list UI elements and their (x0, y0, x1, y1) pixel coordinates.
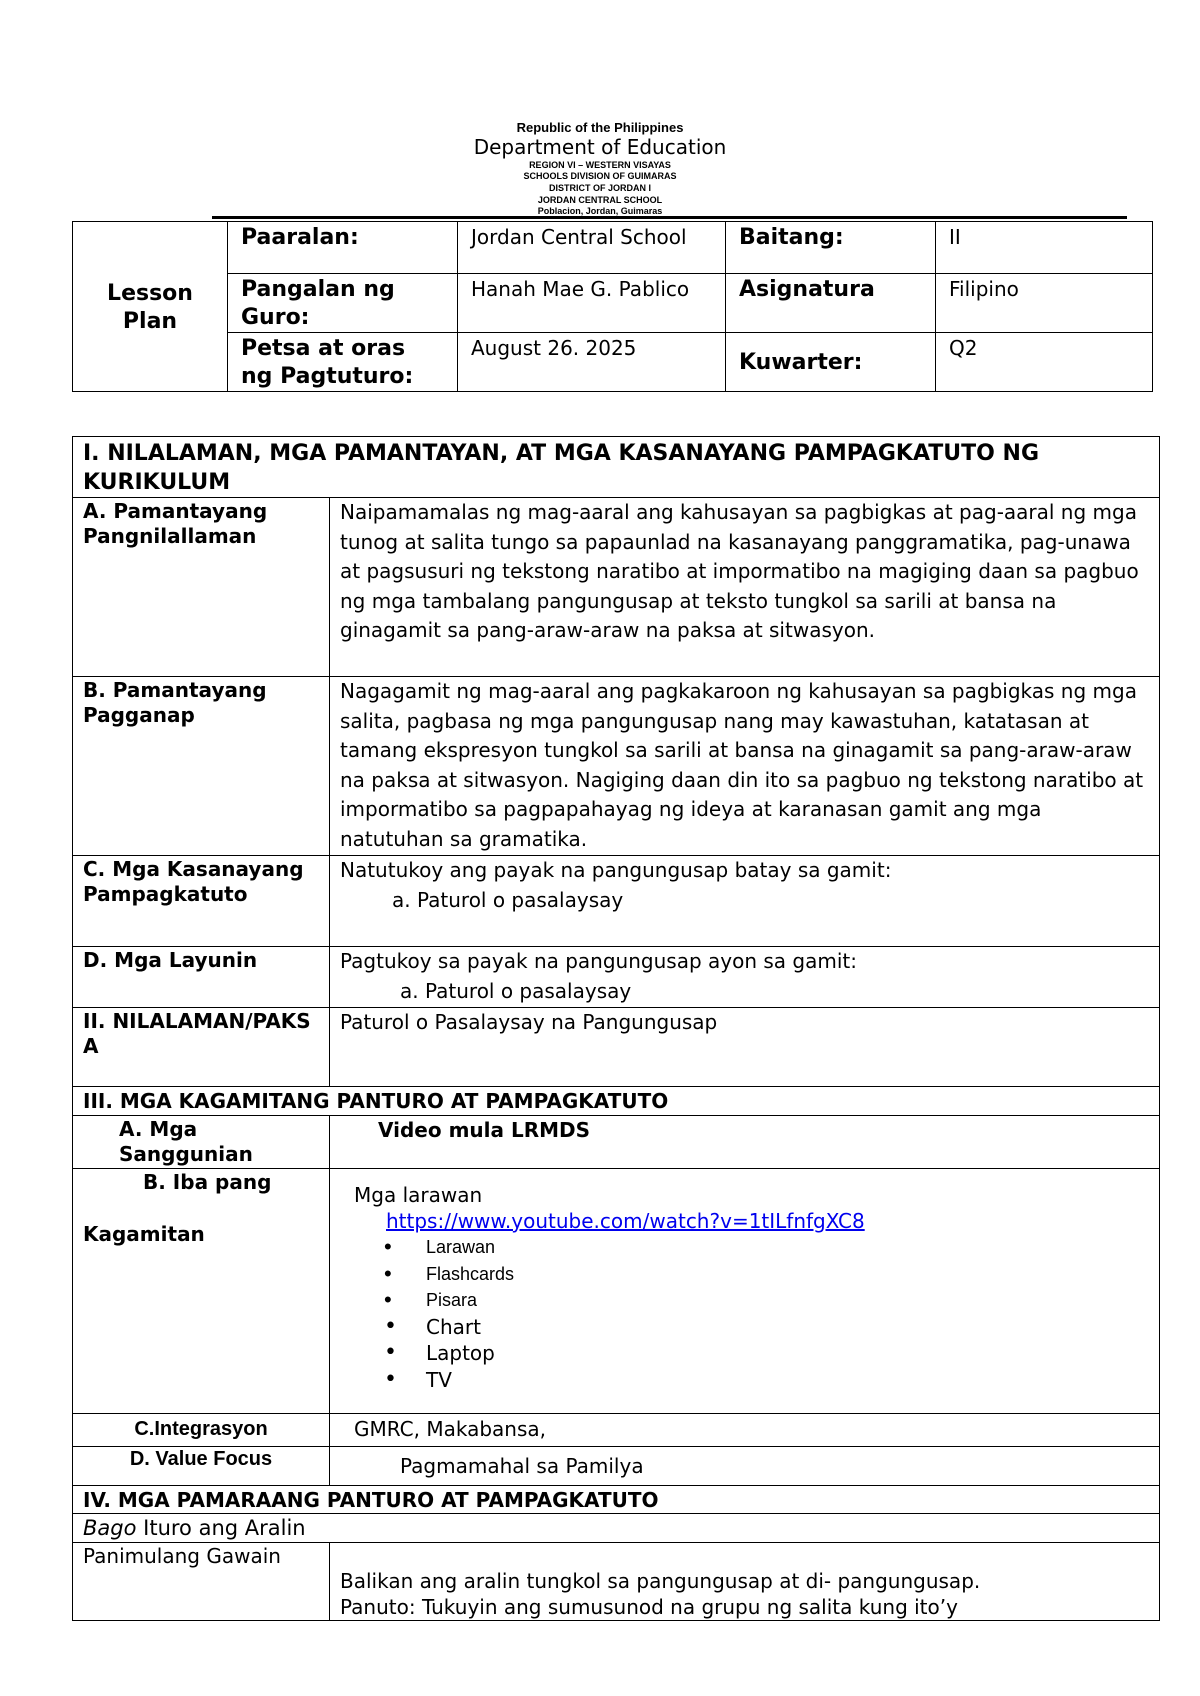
iba-pang-label-line2: Kagamitan (83, 1222, 205, 1246)
iba-pang-kagamitan-label (73, 1169, 330, 1414)
nilalaman-paksa-label: II. NILALAMAN/PAKSA (73, 1008, 330, 1087)
panimulang-gawain-text-2: Panuto: Tukuyin ang sumusunod na grupu ng salita kung ito’y (340, 1595, 958, 1619)
petsa-value: August 26. 2025 (458, 333, 726, 392)
header-school: JORDAN CENTRAL SCHOOL (537, 195, 663, 205)
panimulang-gawain-cell (330, 1543, 1160, 1621)
nilalaman-paksa-text: Paturol o Pasalaysay na Pangungusap (330, 1008, 1160, 1087)
material-item: • Larawan (384, 1234, 1149, 1261)
kasanayang-pampagkatuto-subitem: a. Paturol o pasalaysay (392, 887, 624, 912)
mga-layunin-label: D. Mga Layunin (73, 947, 330, 1008)
material-item: • Flashcards (384, 1261, 1149, 1288)
kuwarter-value: Q2 (936, 333, 1153, 392)
material-item: • TV (384, 1367, 1149, 1394)
value-focus-value: Pagmamahal sa Pamilya (330, 1447, 1160, 1486)
iba-pang-label-line1: B. Iba pang (143, 1170, 272, 1194)
paaralan-value: Jordan Central School (458, 222, 726, 274)
pamantayang-pangnilalaman-text: Naipamamalas ng mag-aaral ang kahusayan sa pagbigkas at pag-aaral ng mga tunog at salita tungo sa papaunlad na kasanayang panggramatika, pag-unawa at pagsusuri ng tekstong naratibo at impormatibo na magiging daan sa pagbuo ng mga tambalang pangungusap at teksto tungkol sa sarili at bansa na ginagamit sa pang-araw-araw na paksa at sitwasyon. (330, 498, 1160, 677)
guro-label: Pangalan ng Guro: (228, 274, 458, 333)
integrasyon-value: GMRC, Makabansa, (330, 1414, 1160, 1447)
header-divider (212, 216, 1127, 219)
panimulang-gawain-label: Panimulang Gawain (73, 1543, 330, 1621)
header-department: Department of Education (473, 135, 727, 159)
panimulang-gawain-text-1: Balikan ang aralin tungkol sa pangungusap at di- pangungusap. (340, 1569, 981, 1593)
kasanayang-pampagkatuto-text: Natutukoy ang payak na pangungusap batay sa gamit: (340, 858, 892, 882)
kasanayang-pampagkatuto-label: C. Mga Kasanayang Pampagkatuto (73, 856, 330, 947)
mga-larawan-text: Mga larawan (354, 1183, 483, 1207)
section-1-title: I. NILALAMAN, MGA PAMANTAYAN, AT MGA KASANAYANG PAMPAGKATUTO NG KURIKULUM (73, 437, 1160, 498)
kasanayang-pampagkatuto-cell (330, 856, 1160, 947)
baitang-value: II (936, 222, 1153, 274)
header-district: DISTRICT OF JORDAN I (548, 183, 651, 193)
materials-list (340, 1234, 1149, 1393)
section-4-title: IV. MGA PAMARAANG PANTURO AT PAMPAGKATUTO (73, 1486, 1160, 1514)
iba-pang-kagamitan-cell (330, 1169, 1160, 1414)
bago-rest: Ituro ang Aralin (136, 1516, 306, 1540)
asignatura-label: Asignatura (726, 274, 936, 333)
mga-sanggunian-value: Video mula LRMDS (330, 1116, 1160, 1169)
pamantayang-pangnilalaman-label: A. Pamantayang Pangnilallaman (73, 498, 330, 677)
integrasyon-label: C.Integrasyon (73, 1414, 330, 1447)
mga-sanggunian-label: A. Mga Sanggunian (73, 1116, 330, 1169)
petsa-label: Petsa at oras ng Pagtuturo: (228, 333, 458, 392)
lesson-content-table (72, 436, 1160, 1621)
mga-layunin-text: Pagtukoy sa payak na pangungusap ayon sa gamit: (340, 949, 857, 973)
baitang-label: Baitang: (726, 222, 936, 274)
mga-layunin-subitem: a. Paturol o pasalaysay (400, 978, 632, 1003)
youtube-link[interactable]: https://www.youtube.com/watch?v=1tILfnfgXC8 (386, 1209, 865, 1233)
mga-layunin-cell (330, 947, 1160, 1008)
pamantayang-pagganap-label: B. Pamantayang Pagganap (73, 677, 330, 856)
lesson-plan-label: Lesson Plan (73, 222, 228, 392)
header-address: Poblacion, Jordan, Guimaras (537, 206, 663, 216)
bago-italic: Bago (83, 1516, 137, 1540)
value-focus-label: D. Value Focus (73, 1447, 330, 1486)
asignatura-value: Filipino (936, 274, 1153, 333)
pamantayang-pagganap-text: Nagagamit ng mag-aaral ang pagkakaroon ng kahusayan sa pagbigkas ng mga salita, pagbasa ng mga pangungusap nang may kawastuhan, katatasan at tamang ekspresyon tungkol sa sarili at bansa na ginagamit sa pang-araw-araw na paksa at sitwasyon. Nagiging daan din ito sa pagbuo ng tekstong naratibo at impormatibo sa pagpapahayag ng ideya at karanasan gamit ang mga natutuhan sa gramatika. (330, 677, 1160, 856)
bago-ituro-heading (73, 1514, 1160, 1543)
kuwarter-label: Kuwarter: (726, 333, 936, 392)
material-item: • Pisara (384, 1287, 1149, 1314)
material-item: • Chart (384, 1314, 1149, 1341)
header-republic: Republic of the Philippines (516, 120, 684, 135)
header-division: SCHOOLS DIVISION OF GUIMARAS (523, 171, 677, 181)
guro-value: Hanah Mae G. Pablico (458, 274, 726, 333)
paaralan-label: Paaralan: (228, 222, 458, 274)
header-region: REGION VI – WESTERN VISAYAS (529, 160, 671, 170)
lesson-info-table (72, 221, 1153, 392)
section-3-title: III. MGA KAGAMITANG PANTURO AT PAMPAGKATUTO (73, 1087, 1160, 1116)
material-item: • Laptop (384, 1340, 1149, 1367)
